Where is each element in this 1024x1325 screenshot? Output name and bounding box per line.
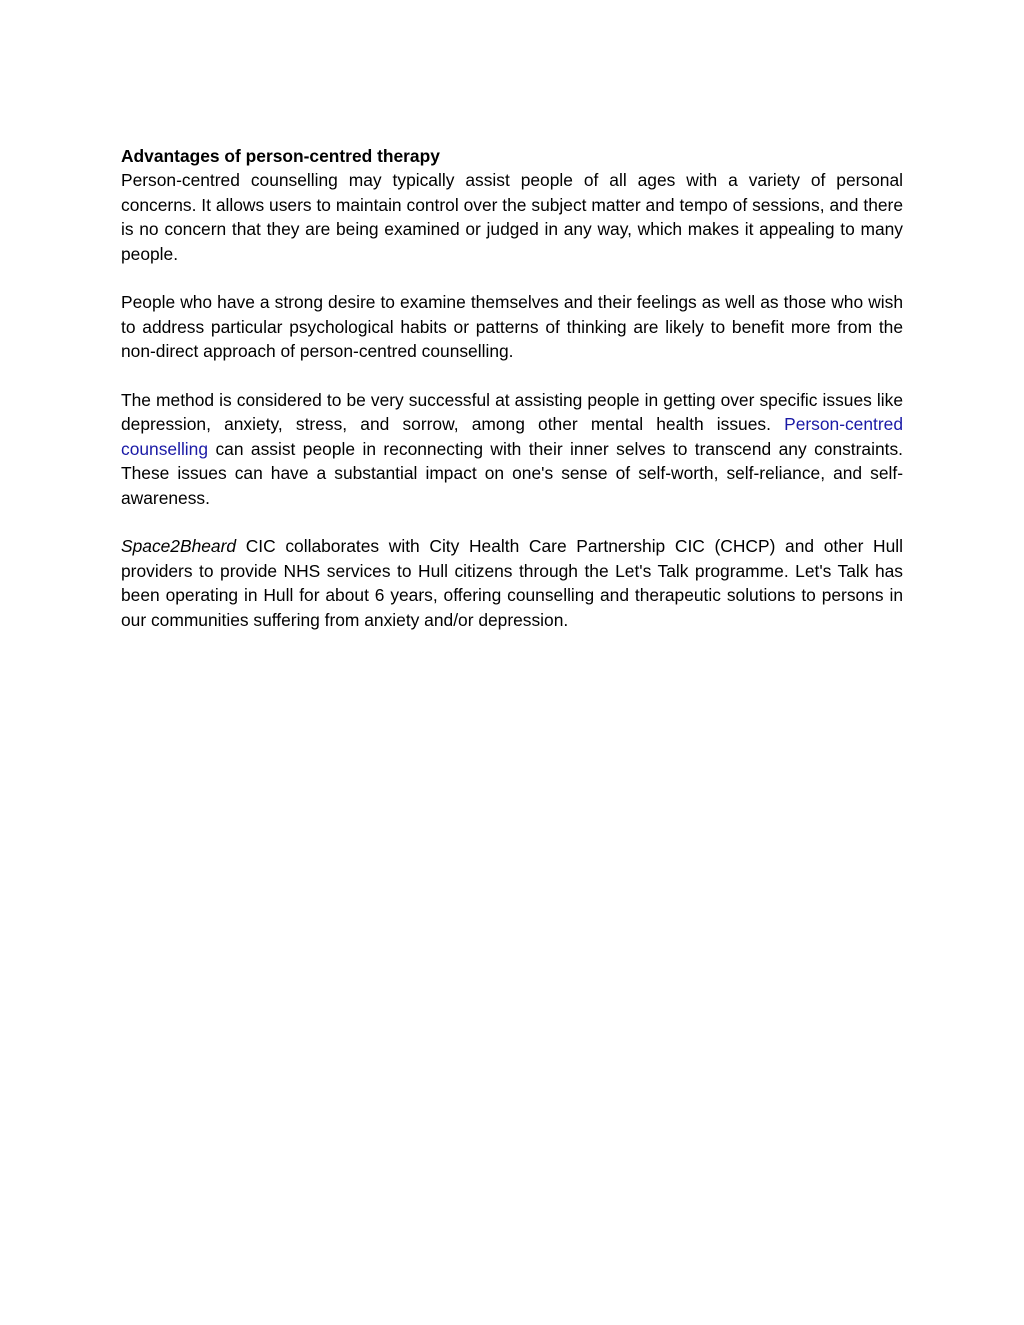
organisation-name: Space2Bheard — [121, 536, 237, 557]
paragraph-method — [121, 388, 903, 510]
paragraph-organisation-text: CIC collaborates with City Health Care Partnership CIC (CHCP) and other Hull providers to provide NHS services to Hull citizens through the Let's Talk programme. Let's Talk has been operating in Hull for about 6 years, offering counselling and therapeutic solutions to persons in our communities suffering from anxiety and/or depression. — [121, 536, 903, 630]
section-heading: Advantages of person-centred therapy — [121, 146, 440, 166]
paragraph-method-text-before: The method is considered to be very successful at assisting people in getting over specific issues like depression, anxiety, stress, and sorrow, among other mental health issues. — [121, 390, 903, 435]
paragraph-intro: Person-centred counselling may typically assist people of all ages with a variety of personal concerns. It allows users to maintain control over the subject matter and tempo of sessions, and there is no concern that they are being examined or judged in any way, which makes it appealing to many people. — [121, 170, 903, 264]
person-centred-counselling-link[interactable]: Person-centred counselling — [121, 414, 903, 459]
paragraph-benefits: People who have a strong desire to examine themselves and their feelings as well as those who wish to address particular psychological habits or patterns of thinking are likely to benefit more from the non-direct approach of person-centred counselling. — [121, 292, 903, 362]
paragraph-organisation — [121, 534, 903, 632]
paragraph-method-text-after: can assist people in reconnecting with their inner selves to transcend any constraints. These issues can have a substantial impact on one's sense of self-worth, self-reliance, and self-awareness. — [121, 438, 903, 508]
document-page — [121, 144, 903, 656]
